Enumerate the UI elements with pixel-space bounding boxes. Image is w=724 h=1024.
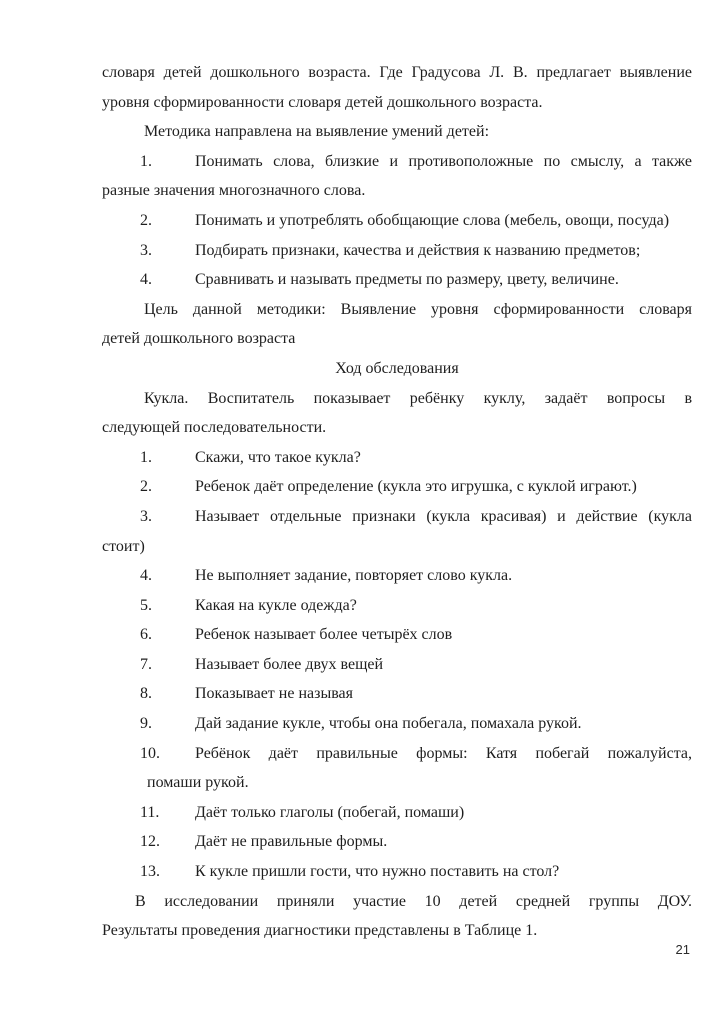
list-item-text: Ребёнок даёт правильные формы: Катя побегай пожалуйста, [195, 744, 692, 762]
list-number: 3. [140, 507, 152, 525]
list-number: 9. [140, 715, 152, 733]
list-item [102, 147, 692, 206]
list-item-text: Показывает не называя [195, 685, 353, 703]
list-item [102, 709, 692, 739]
list-item-text: Подбирать признаки, качества и действия к названию предметов; [195, 241, 641, 259]
list-item-text: Не выполняет задание, повторяет слово кукла. [195, 567, 513, 585]
list-item-text: Сравнивать и называть предметы по размеру, цвету, величине. [195, 271, 619, 289]
paragraph-line: Цель данной методики: Выявление уровня сформированности словаря [144, 300, 692, 318]
list-item-line: помаши рукой. [147, 774, 249, 792]
paragraph-line: Кукла. Воспитатель показывает ребёнку куклу, задаёт вопросы в [144, 389, 692, 407]
list-item [102, 827, 692, 857]
list-number: 4. [140, 271, 152, 289]
list-item [102, 206, 692, 236]
list-number: 2. [140, 211, 152, 229]
body-paragraph: Методика направлена на выявление умений детей: [144, 123, 490, 141]
body-paragraph [102, 384, 692, 443]
body-paragraph [102, 295, 692, 354]
paragraph-line: словаря детей дошкольного возраста. Где Градусова Л. В. предлагает выявление [102, 64, 692, 81]
list-item-line: разные значения многозначного слова. [102, 182, 366, 200]
body-paragraph [102, 58, 692, 117]
list-number: 3. [140, 241, 152, 259]
paragraph-line: Результаты проведения диагностики представлены в Таблице 1. [102, 922, 538, 940]
list-item-text: Понимать и употреблять обобщающие слова (мебель, овощи, посуда) [195, 211, 670, 229]
list-number: 2. [140, 478, 152, 496]
list-item [102, 591, 692, 621]
list-item-line [102, 502, 692, 532]
list-item-line [102, 147, 692, 177]
list-item [102, 679, 692, 709]
list-item [102, 265, 692, 295]
section-heading: Ход обследования [335, 359, 459, 377]
list-number: 8. [140, 685, 152, 703]
list-item-text: К кукле пришли гости, что нужно поставить на стол? [195, 863, 560, 881]
list-number: 1. [140, 152, 152, 170]
list-item [102, 798, 692, 828]
list-number: 10. [140, 744, 160, 762]
list-number: 6. [140, 626, 152, 644]
list-item [102, 443, 692, 473]
list-number: 7. [140, 655, 152, 673]
list-item [102, 620, 692, 650]
list-item-line [102, 739, 692, 769]
paragraph-line: уровня сформированности словаря детей дошкольного возраста. [102, 93, 543, 111]
list-number: 11. [140, 803, 160, 821]
list-item-text: Ребенок называет более четырёх слов [195, 626, 453, 644]
list-item-text: Даёт не правильные формы. [195, 833, 388, 851]
list-item [102, 561, 692, 591]
page-number: 21 [675, 942, 690, 957]
paragraph-line: следующей последовательности. [102, 419, 327, 437]
list-number: 1. [140, 448, 152, 466]
list-number: 4. [140, 567, 152, 585]
list-item-text: Даёт только глаголы (побегай, помаши) [195, 803, 465, 821]
list-item-text: Понимать слова, близкие и противоположные по смыслу, а также [195, 152, 692, 170]
list-item [102, 236, 692, 266]
list-item-text: Какая на кукле одежда? [195, 596, 357, 614]
list-item-text: Ребенок даёт определение (кукла это игрушка, с куклой играют.) [195, 478, 637, 496]
list-number: 5. [140, 596, 152, 614]
list-item-text: Скажи, что такое кукла? [195, 448, 361, 466]
list-item [102, 739, 692, 798]
paragraph-line: В исследовании приняли участие 10 детей средней группы ДОУ. [135, 892, 692, 910]
list-item [102, 502, 692, 561]
list-item-line: стоит) [102, 537, 145, 555]
list-item [102, 650, 692, 680]
list-item-text: Называет более двух вещей [195, 655, 384, 673]
list-item-text: Дай задание кукле, чтобы она побегала, помахала рукой. [195, 715, 582, 733]
paragraph-line: детей дошкольного возраста [102, 330, 296, 348]
list-item [102, 472, 692, 502]
body-paragraph [102, 887, 692, 946]
list-number: 12. [140, 833, 160, 851]
list-item [102, 857, 692, 887]
list-item-text: Называет отдельные признаки (кукла красивая) и действие (кукла [195, 507, 692, 525]
list-number: 13. [140, 863, 160, 881]
